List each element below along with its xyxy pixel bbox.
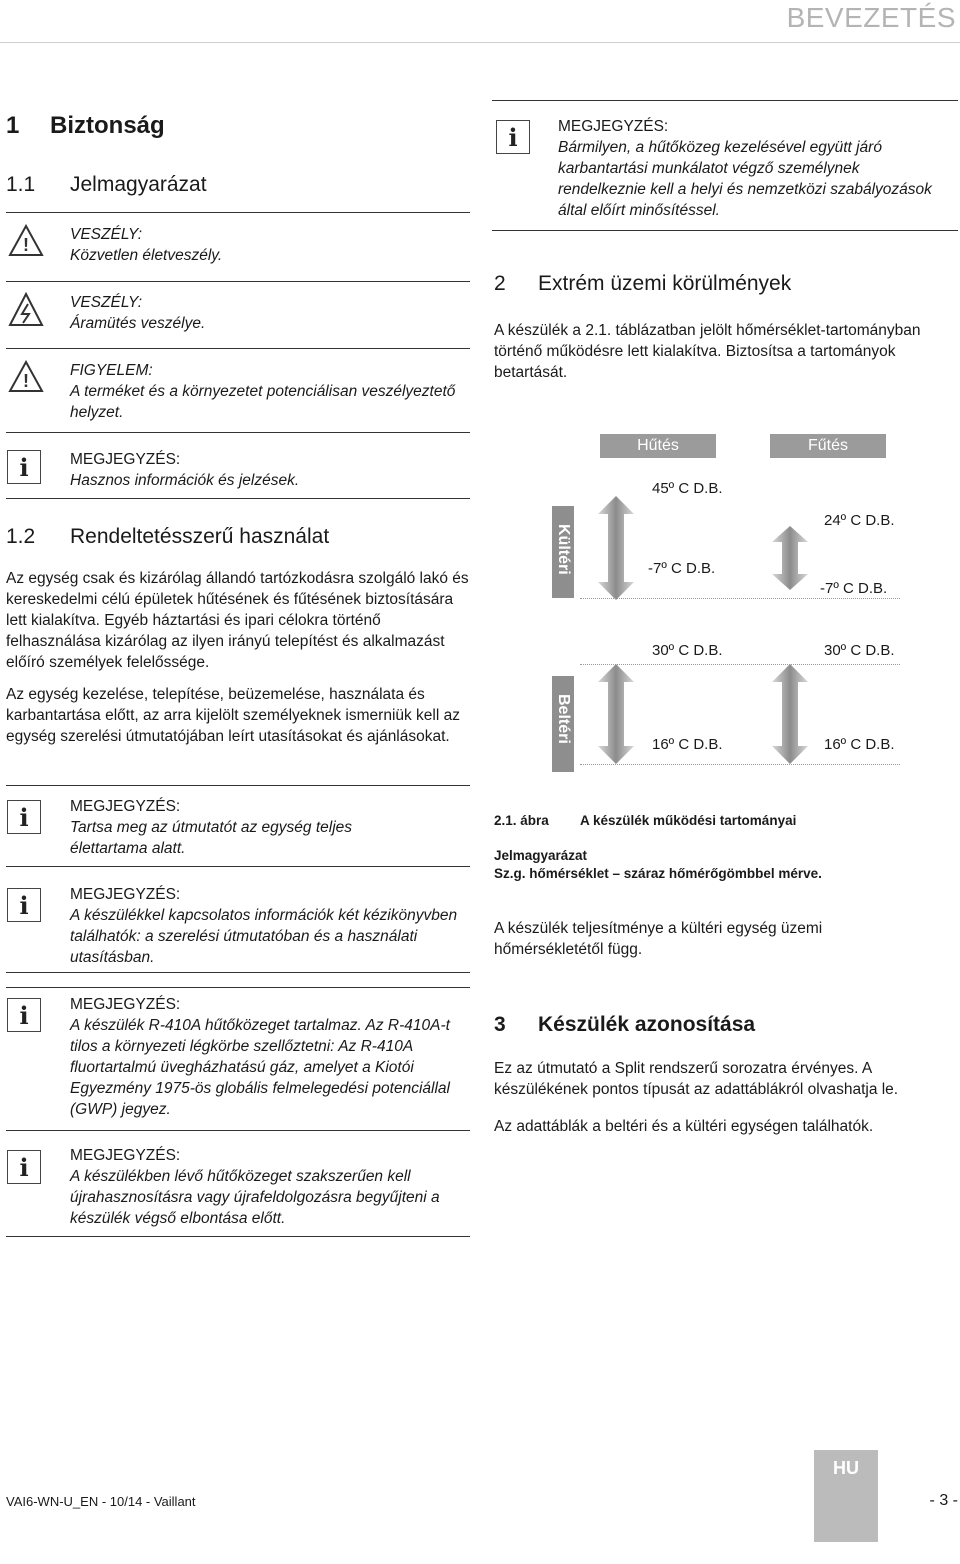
indoor-cooling-max: 30º C D.B. [652,642,723,659]
figure-number: 2.1. ábra [494,813,549,828]
legend-danger-text: Közvetlen életveszély. [70,247,223,264]
info-icon: i [7,1150,41,1184]
figure-legend-text: Sz.g. hőmérséklet – száraz hőmérőgömbbel mérve. [494,866,822,881]
info-icon: i [7,450,41,484]
info-icon: i [496,120,530,154]
section-3-paragraph-2: Az adattáblák a beltéri és a kültéri egységen találhatók. [494,1118,874,1135]
right-note-title: MEGJEGYZÉS: [558,118,669,135]
divider [6,348,470,349]
note-4-title: MEGJEGYZÉS: [70,1147,181,1164]
section-2-heading: 2 Extrém üzemi körülmények [494,272,792,295]
svg-text:!: ! [23,235,29,255]
outdoor-cooling-range-arrow [596,496,636,605]
usage-paragraph-1: Az egység csak és kizárólag állandó tartózkodásra szolgáló lakó és kereskedelmi célú épületek hűtésének és fűtésének biztosítására lett kialakítva. Egyéb háztartási és ipari célokra történő felhasználása kizárólag az ilyen irányú telepítést és alkalmazást előíró személyek felelőssége. [6,570,469,671]
divider [6,281,470,282]
note-2-text: A készülékkel kapcsolatos információk két kézikönyvben találhatók: a szerelési útmutatóban és a használati utasításban. [70,907,458,966]
figure-legend-title: Jelmagyarázat [494,848,588,863]
indoor-heating-range-arrow [770,664,810,769]
note-2-title: MEGJEGYZÉS: [70,886,181,903]
note-3-text: A készülék R-410A hűtőközeget tartalmaz. Az R-410A-t tilos a környezeti légkörbe szellőztetni: Az R-410A fluortartalmú üvegházhatású gáz, amelyet a Kiotói Egyezmény 1975-ös globális felmelegedési potenciállal (GWP) jegyez. [70,1017,450,1118]
indoor-cooling-min: 16º C D.B. [652,736,723,753]
divider [6,498,470,499]
divider [6,785,470,786]
heating-column-header: Fűtés [770,434,886,458]
outdoor-cooling-min: -7º C D.B. [648,560,716,577]
svg-text:!: ! [23,371,29,391]
outdoor-row-label: Kültéri [552,506,574,598]
outdoor-heating-min: -7º C D.B. [820,580,888,597]
indoor-heating-max: 30º C D.B. [824,642,895,659]
legend-caution-text: A terméket és a környezetet potenciálisan veszélyeztető helyzet. [70,383,456,421]
divider [492,100,958,101]
outdoor-cooling-max: 45º C D.B. [652,480,723,497]
footer-document-code: VAI6-WN-U_EN - 10/14 - Vaillant [6,1494,196,1509]
legend-info-title: MEGJEGYZÉS: [70,451,181,468]
section-header-title: BEVEZETÉS [786,2,956,33]
indoor-cooling-range-arrow [596,664,636,769]
indoor-heating-min: 16º C D.B. [824,736,895,753]
section-1-1-heading: 1.1 Jelmagyarázat [6,173,207,196]
divider [6,972,470,973]
diagram-divider [580,764,900,765]
note-4-text: A készülékben lévő hűtőközeget szakszerűen kell újrahasznosításra vagy újrafeldolgozásra begyűjteni a készülék végső elbontása előtt. [70,1168,440,1227]
info-icon: i [7,998,41,1032]
header-divider [0,42,960,43]
language-tab: HU [814,1450,878,1542]
legend-caution-title: FIGYELEM: [70,362,153,379]
page-number: - 3 - [929,1492,958,1509]
legend-shock-text: Áramütés veszélye. [70,315,206,332]
section-3-paragraph-1: Ez az útmutató a Split rendszerű sorozatra érvényes. A készülékének pontos típusát az adattáblákról olvashatja le. [494,1060,899,1098]
divider [6,432,470,433]
note-3-title: MEGJEGYZÉS: [70,996,181,1013]
cooling-column-header: Hűtés [600,434,716,458]
note-1-title: MEGJEGYZÉS: [70,798,181,815]
section-1-heading: 1 Biztonság [6,112,165,139]
diagram-divider [580,664,900,665]
outdoor-heating-range-arrow [770,526,810,595]
danger-icon [8,224,44,260]
note-1-text: Tartsa meg az útmutatót az egység teljes élettartama alatt. [70,819,353,857]
section-1-2-heading: 1.2 Rendeltetésszerű használat [6,525,330,548]
divider [492,230,958,231]
divider [6,866,470,867]
legend-shock-title: VESZÉLY: [70,294,143,311]
indoor-row-label: Beltéri [552,676,574,772]
right-note-text: Bármilyen, a hűtőközeg kezelésével együtt járó karbantartási munkálatot végző személynek rendelkeznie kell a helyi és nemzetközi szabályozások által előírt minősítéssel. [558,139,932,219]
info-icon: i [7,800,41,834]
info-icon: i [7,888,41,922]
section-3-heading: 3 Készülék azonosítása [494,1013,756,1036]
outdoor-heating-max: 24º C D.B. [824,512,895,529]
diagram-divider [580,598,900,599]
caution-icon [8,360,44,396]
divider [6,1130,470,1131]
usage-paragraph-2: Az egység kezelése, telepítése, beüzemelése, használata és karbantartása előtt, az arra kijelölt személyeknek ismerniük kell az egység szerelési útmutatójában leírt utasításokat és ajánlásokat. [6,686,460,745]
section-2-paragraph: A készülék a 2.1. táblázatban jelölt hőmérséklet-tartományban történő működésre lett kialakítva. Biztosítsa a tartományok betartását. [494,322,921,381]
legend-info-text: Hasznos információk és jelzések. [70,472,300,489]
figure-caption: A készülék működési tartományai [580,813,797,828]
divider [6,1236,470,1237]
figure-paragraph: A készülék teljesítménye a kültéri egység üzemi hőmérsékletétől függ. [494,920,823,958]
electric-shock-icon [8,292,44,328]
legend-danger-title: VESZÉLY: [70,226,143,243]
divider [6,987,470,988]
divider [6,212,470,213]
